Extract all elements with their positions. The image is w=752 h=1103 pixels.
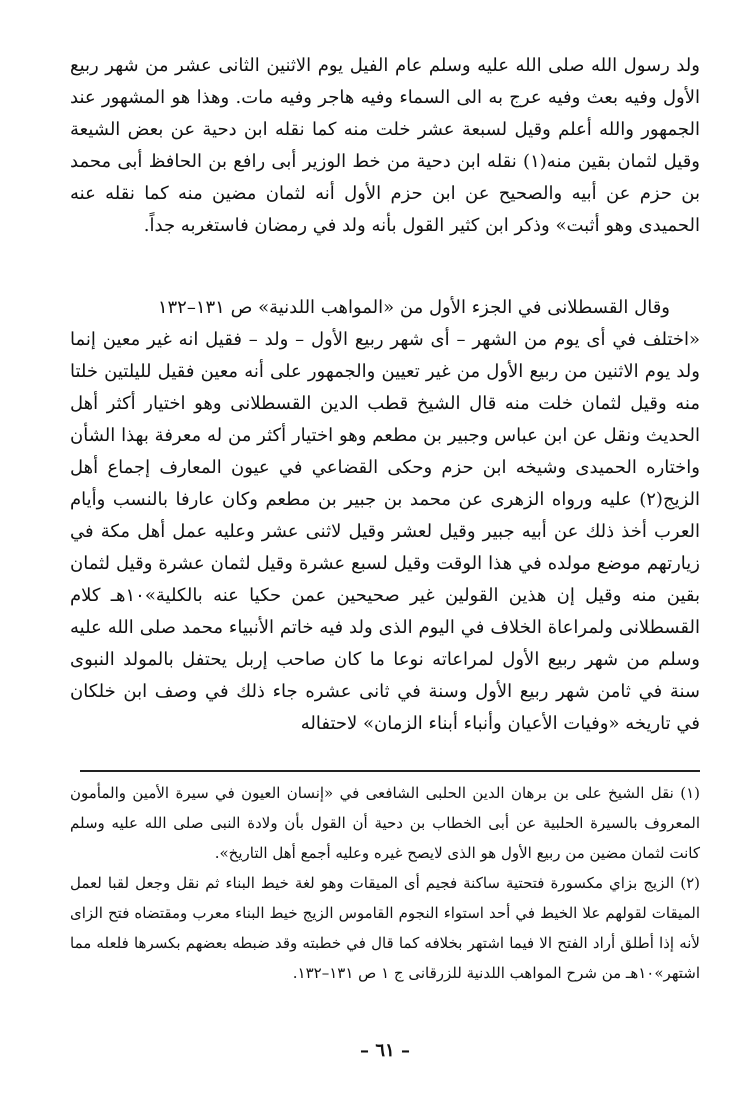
paragraph-2-body: «اختلف في أى يوم من الشهر – أى شهر ربيع الأول – ولد – فقيل انه غير معين إنما ولد يوم الاثنين من ربيع الأول من غير تعيين والجمهور على أنه معين فقيل لليلتين خلتا منه وقيل لثمان خلت منه قال الشيخ قطب الدين القسطلانى وهو اختيار أكثر أهل الحديث ونقل عن ابن عباس وجبير بن مطعم وهو اختيار أكثر من له معرفة بهذا الشأن واختاره الحميدى وشيخه ابن حزم وحكى القضاعي في عيون المعارف إجماع أهل الزيج(٢) عليه ورواه الزهرى عن محمد بن جبير بن مطعم وكان عارفا بالنسب وأيام العرب أخذ ذلك عن أبيه جبير وقيل لعشر وقيل لاثنى عشر وعليه عمل أهل مكة في زيارتهم موضع مولده في هذا الوقت وقيل لسبع عشرة وقيل لثمان عشرة وقيل لثمان بقين منه وقيل إن هذين القولين غير صحيحين عمن حكيا عنه بالكلية»١٠هـ كلام القسطلانى ولمراعاة الخلاف في اليوم الذى ولد فيه خاتم الأنبياء محمد صلى الله عليه وسلم من شهر ربيع الأول لمراعاته نوعا ما كان صاحب إربل يحتفل بالمولد النبوى سنة في ثامن شهر ربيع الأول وسنة في ثانى عشره جاء ذلك في وصف ابن خلكان في تاريخه «وفيات الأعيان وأنباء أبناء الزمان» لاحتفاله <box>70 329 701 734</box>
footnote-1: (١) نقل الشيخ على بن برهان الدين الحلبى الشافعى في «إنسان العيون في سيرة الأمين والمأمون المعروف بالسيرة الحلبية عن أبى الخطاب بن دحية أن القول بأن ولادة النبى صلى الله عليه وسلم كانت لثمان مضين من ربيع الأول هو الذى لايصح غيره وعليه أجمع أهل التاريخ». <box>70 784 700 862</box>
footnote-divider <box>80 770 700 772</box>
paragraph-1: ولد رسول الله صلى الله عليه وسلم عام الفيل يوم الاثنين الثانى عشر من شهر ربيع الأول وفيه بعث وفيه عرج به الى السماء وفيه هاجر وفيه مات. وهذا هو المشهور عند الجمهور والله أعلم وقيل لسبعة عشر خلت منه كما نقله ابن دحية عن بعض الشيعة وقيل لثمان بقين منه(١) نقله ابن دحية من خط الوزير أبى رافع بن الحافظ أبى محمد بن حزم عن أبيه والصحيح عن ابن حزم الأول أنه لثمان مضين منه كما نقله عنه الحميدى وهو أثبت» وذكر ابن كثير القول بأنه ولد في رمضان فاستغربه جداً. <box>70 55 700 236</box>
paragraph-2-intro: وقال القسطلانى في الجزء الأول من «المواهب اللدنية» ص ١٣١–١٣٢ <box>157 297 670 318</box>
page-number: – ٦١ – <box>360 1040 410 1061</box>
paragraph-2 <box>70 292 700 740</box>
footnote-2: (٢) الزيج بزاي مكسورة فتحتية ساكنة فجيم أى الميقات وهو لغة خيط البناء ثم نقل وجعل لقبا لعمل الميقات لقولهم علا الخيط في أحد استواء النجوم القاموس الزيج خيط البناء معرب ومقتضاه فتح الزاى لأنه إذا أطلق أراد الفتح الا فيما اشتهر بخلافه كما قال في خطبته وقد ضبطه بعضهم بكسرها فلعله مما اشتهر»١٠هـ من شرح المواهب اللدنية للزرقانى ج ١ ص ١٣١–١٣٢. <box>70 874 700 982</box>
document-page <box>70 0 700 1103</box>
footnotes <box>70 778 700 988</box>
